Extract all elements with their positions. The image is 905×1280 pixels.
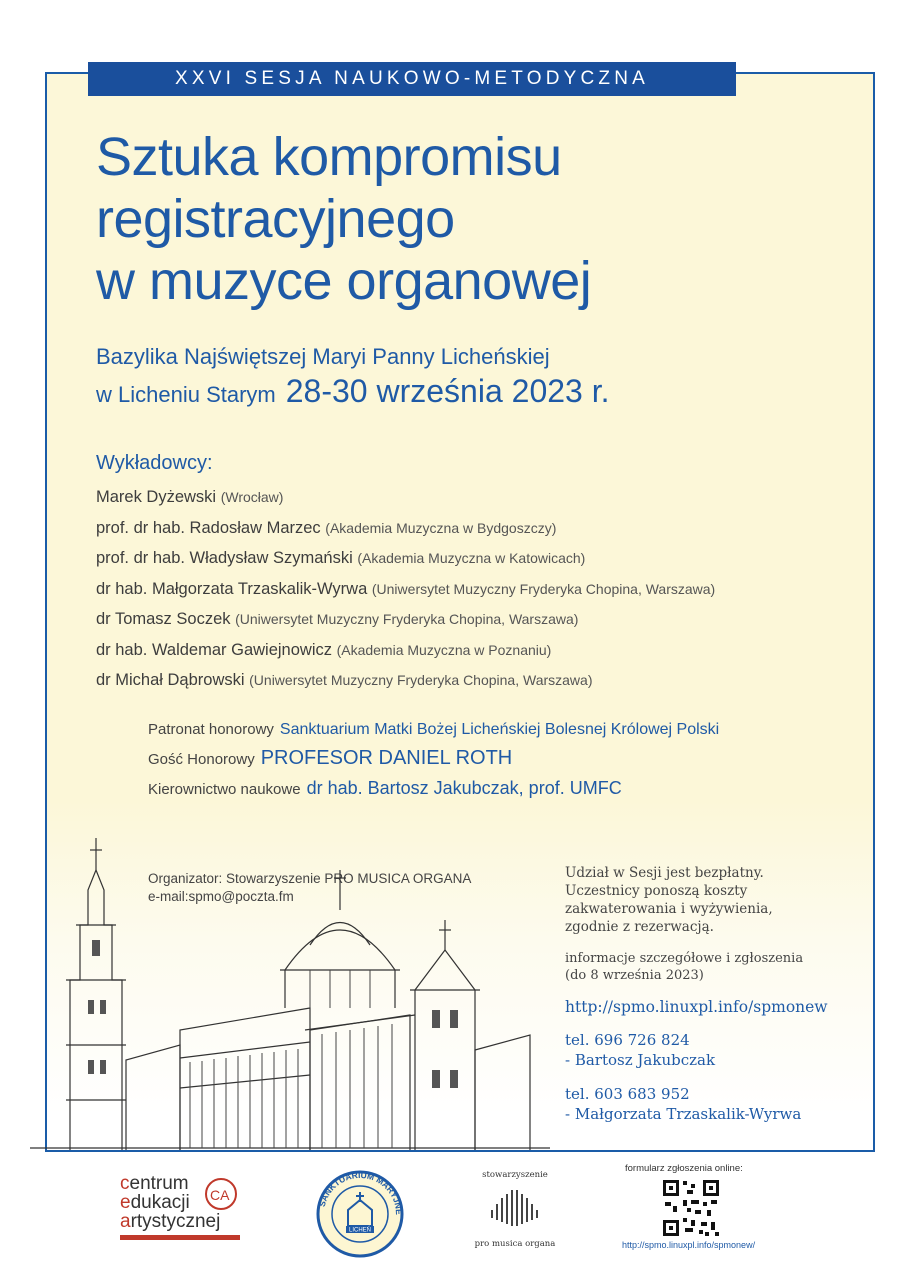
sanctuary-seal-text: SANKTUARIUM MARYJNE: [316, 1169, 405, 1216]
lecturer-affiliation: (Akademia Muzyczna w Bydgoszczy): [325, 519, 557, 536]
spmo-bottom-text: pro musica organa: [474, 1239, 556, 1249]
svg-text:CA: CA: [210, 1187, 230, 1203]
lecturer-item: [96, 543, 715, 574]
phone-2-contact: - Małgorzata Trzaskalik-Wyrwa: [565, 1105, 802, 1123]
lecturer-affiliation: (Uniwersytet Muzyczny Fryderyka Chopina, Warszawa): [235, 611, 579, 627]
info-block: [565, 864, 828, 1124]
phone-1[interactable]: tel. 696 726 824: [565, 1031, 690, 1049]
cea-initial-c: c: [120, 1173, 130, 1194]
sanctuary-seal: [312, 1168, 408, 1260]
honorary-guest-label: Gość Honorowy: [148, 751, 255, 768]
title-line-1: Sztuka kompromisu: [96, 127, 562, 187]
venue-block: [96, 340, 610, 412]
cea-word-1: entrum: [129, 1173, 189, 1194]
lecturers-list: [96, 482, 715, 696]
cea-initial-e: e: [120, 1192, 131, 1213]
cea-word-3: rtystycznej: [130, 1211, 221, 1232]
info-details-line-1: informacje szczegółowe i zgłoszenia: [565, 951, 804, 966]
info-details-line-2: (do 8 września 2023): [565, 968, 704, 983]
scientific-direction-value: dr hab. Bartosz Jakubczak, prof. UMFC: [306, 778, 622, 798]
cea-underline: [120, 1235, 240, 1240]
lecturer-name: dr hab. Waldemar Gawiejnowicz: [96, 640, 332, 659]
qr-code-icon[interactable]: [661, 1178, 721, 1238]
basilica-drawing: [30, 830, 550, 1150]
partner-logos: [0, 1160, 905, 1270]
venue-line-2: w Licheniu Starym: [96, 382, 276, 407]
session-banner: XXVI SESJA NAUKOWO-METODYCZNA: [88, 62, 736, 96]
scientific-direction-label: Kierownictwo naukowe: [148, 781, 301, 798]
sanctuary-place: LICHEŃ: [348, 1227, 372, 1234]
patronage-block: [148, 716, 719, 804]
poster-title: [96, 126, 856, 312]
organizer-email[interactable]: e-mail:spmo@poczta.fm: [148, 889, 294, 904]
title-line-3: w muzyce organowej: [96, 251, 592, 311]
lecturer-name: dr Michał Dąbrowski: [96, 671, 245, 689]
lecturer-name: dr hab. Małgorzata Trzaskalik-Wyrwa: [96, 579, 368, 598]
honorary-guest-value: PROFESOR DANIEL ROTH: [260, 747, 513, 769]
cea-emblem-icon: [203, 1176, 241, 1212]
lecturer-affiliation: (Akademia Muzyczna w Katowicach): [357, 550, 586, 566]
phone-2[interactable]: tel. 603 683 952: [565, 1085, 690, 1103]
lecturer-name: Marek Dyżewski: [96, 488, 217, 506]
info-free-line-2: Uczestnicy ponoszą koszty: [565, 883, 748, 899]
lecturer-item: [96, 665, 715, 696]
title-line-2: registracyjnego: [96, 189, 455, 249]
spmo-top-text: stowarzyszenie: [482, 1170, 548, 1180]
lecturer-item: [96, 513, 715, 544]
lecturers-heading: Wykładowcy:: [96, 452, 213, 474]
lecturer-name: prof. dr hab. Radosław Marzec: [96, 518, 321, 537]
lecturer-affiliation: (Wrocław): [220, 489, 284, 505]
cea-initial-a: a: [120, 1211, 131, 1232]
honorary-patronage-label: Patronat honorowy: [148, 721, 274, 738]
organ-pipes-icon: [488, 1188, 542, 1228]
lecturer-name: prof. dr hab. Władysław Szymański: [96, 549, 353, 567]
venue-line-1: Bazylika Najświętszej Maryi Panny Licheńskiej: [96, 344, 550, 369]
event-dates: 28-30 września 2023 r.: [285, 373, 610, 409]
lecturer-item: [96, 482, 715, 513]
lecturer-affiliation: (Uniwersytet Muzyczny Fryderyka Chopina, Warszawa): [249, 672, 593, 688]
phone-1-contact: - Bartosz Jakubczak: [565, 1051, 716, 1069]
lecturer-item: [96, 574, 715, 605]
website-link[interactable]: http://spmo.linuxpl.info/spmonew: [565, 998, 828, 1016]
spmo-logo: [455, 1170, 575, 1249]
lecturer-item: [96, 635, 715, 666]
honorary-patronage-value: Sanktuarium Matki Bożej Licheńskiej Bolesnej Królowej Polski: [279, 721, 720, 738]
info-free-line-3: zakwaterowania i wyżywienia,: [565, 901, 773, 917]
qr-caption: formularz zgłoszenia online:: [625, 1163, 743, 1174]
lecturer-name: dr Tomasz Soczek: [96, 610, 231, 628]
organizer-name: Organizator: Stowarzyszenie PRO MUSICA ORGANA: [148, 871, 472, 886]
cea-word-2: dukacji: [130, 1192, 190, 1213]
qr-url[interactable]: http://spmo.linuxpl.info/spmonew/: [622, 1240, 756, 1250]
info-free-line-4: zgodnie z rezerwacją.: [565, 919, 714, 935]
lecturer-affiliation: (Uniwersytet Muzyczny Fryderyka Chopina, Warszawa): [371, 580, 716, 597]
lecturer-affiliation: (Akademia Muzyczna w Poznaniu): [336, 641, 552, 658]
info-free-line-1: Udział w Sesji jest bezpłatny.: [565, 865, 764, 881]
lecturer-item: [96, 604, 715, 635]
